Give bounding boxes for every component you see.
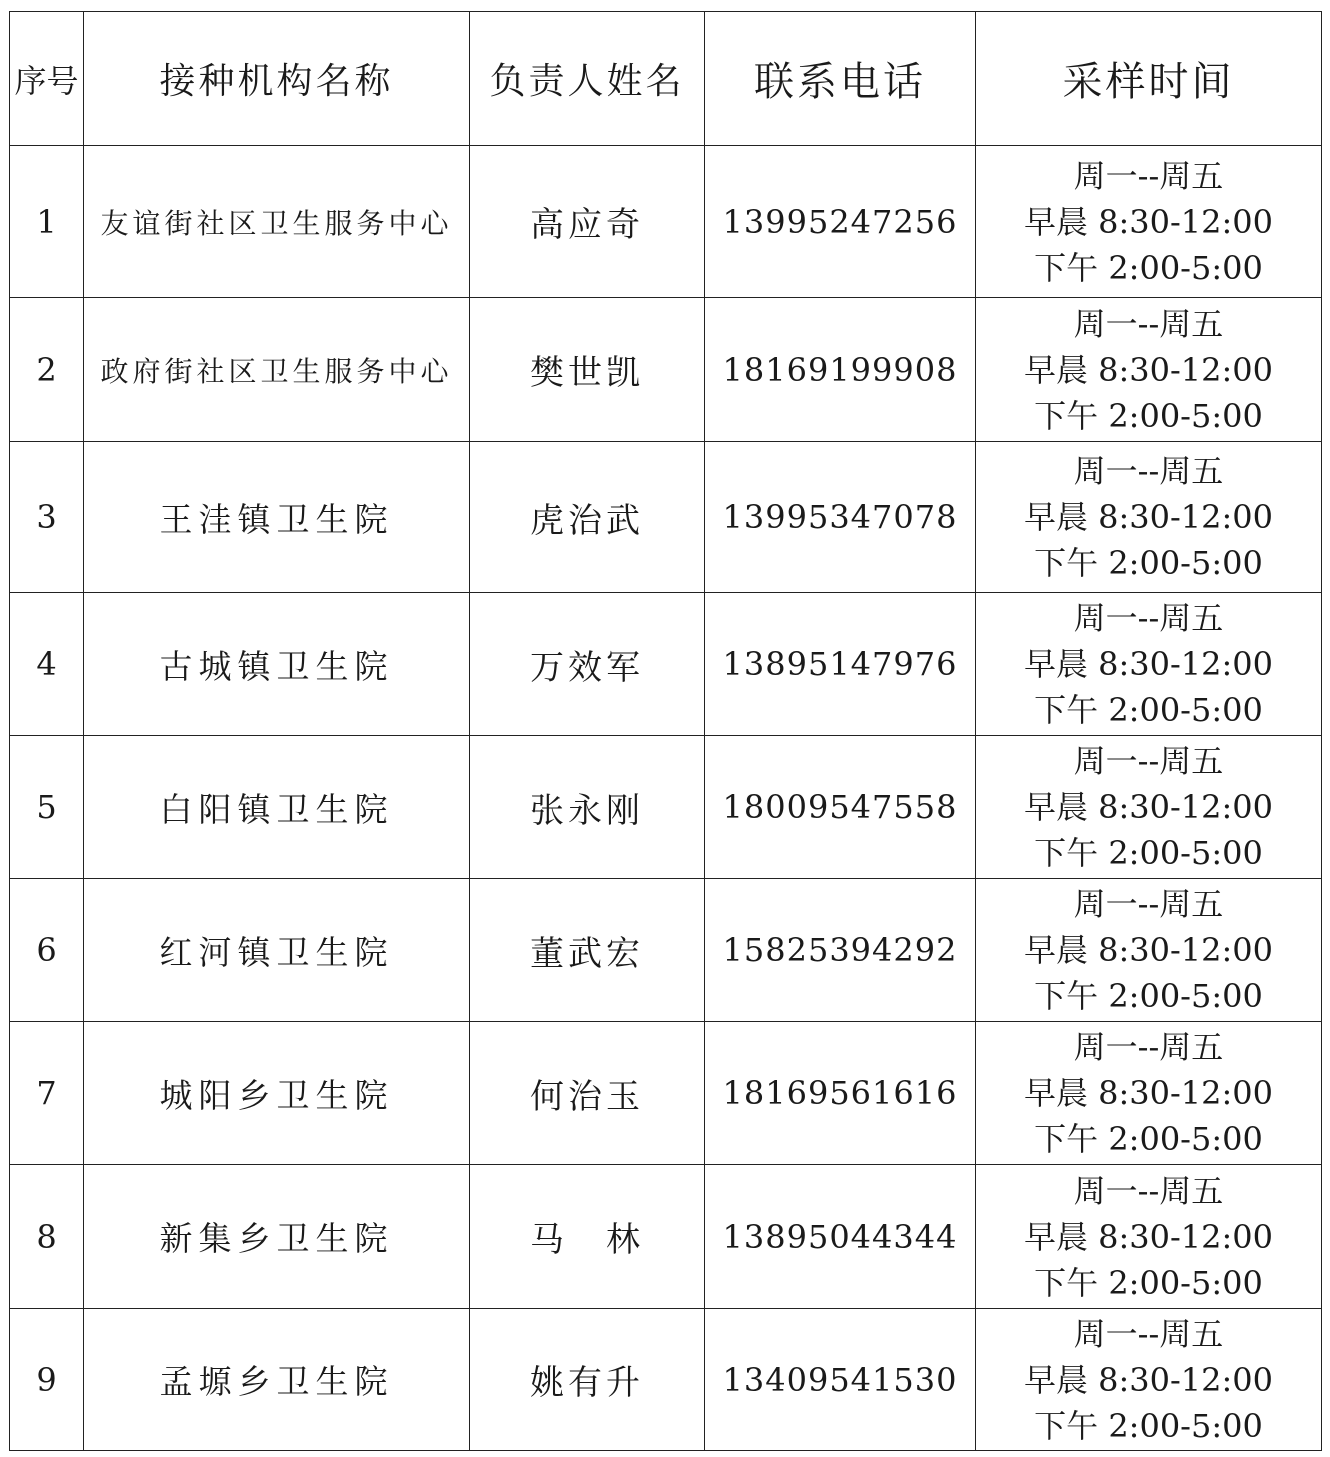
time-morning: 早晨 8:30-12:00 xyxy=(1023,498,1274,536)
cell-no: 2 xyxy=(10,298,84,442)
cell-time xyxy=(976,1165,1322,1309)
table-row xyxy=(10,593,1322,736)
header-row xyxy=(10,12,1322,146)
header-org: 接种机构名称 xyxy=(84,12,470,146)
cell-lead: 何治玉 xyxy=(470,1022,705,1165)
cell-no: 8 xyxy=(10,1165,84,1309)
cell-org: 政府街社区卫生服务中心 xyxy=(84,298,470,442)
cell-org: 白阳镇卫生院 xyxy=(84,736,470,879)
cell-org: 古城镇卫生院 xyxy=(84,593,470,736)
cell-tel: 13895147976 xyxy=(705,593,976,736)
time-days: 周一--周五 xyxy=(1073,452,1224,490)
cell-lead: 樊世凯 xyxy=(470,298,705,442)
cell-no: 1 xyxy=(10,146,84,298)
cell-time xyxy=(976,736,1322,879)
cell-tel: 13895044344 xyxy=(705,1165,976,1309)
table-row xyxy=(10,1022,1322,1165)
time-days: 周一--周五 xyxy=(1073,885,1224,923)
time-days: 周一--周五 xyxy=(1073,1314,1224,1353)
cell-no: 9 xyxy=(10,1309,84,1451)
time-afternoon: 下午 2:00-5:00 xyxy=(1034,691,1263,729)
time-afternoon: 下午 2:00-5:00 xyxy=(1034,977,1263,1015)
time-morning: 早晨 8:30-12:00 xyxy=(1023,788,1274,826)
header-time: 采样时间 xyxy=(976,12,1322,146)
cell-tel: 18169199908 xyxy=(705,298,976,442)
time-morning: 早晨 8:30-12:00 xyxy=(1023,202,1274,241)
header-no: 序号 xyxy=(10,12,84,146)
cell-no: 7 xyxy=(10,1022,84,1165)
cell-lead: 马 林 xyxy=(470,1165,705,1309)
table-row xyxy=(10,1309,1322,1451)
time-afternoon: 下午 2:00-5:00 xyxy=(1034,248,1263,287)
cell-tel: 13995247256 xyxy=(705,146,976,298)
cell-lead: 张永刚 xyxy=(470,736,705,879)
cell-lead: 万效军 xyxy=(470,593,705,736)
time-afternoon: 下午 2:00-5:00 xyxy=(1034,544,1263,582)
table-row xyxy=(10,1165,1322,1309)
time-morning: 早晨 8:30-12:00 xyxy=(1023,350,1274,389)
time-afternoon: 下午 2:00-5:00 xyxy=(1034,1120,1263,1158)
time-days: 周一--周五 xyxy=(1073,156,1224,195)
header-lead: 负责人姓名 xyxy=(470,12,705,146)
cell-time xyxy=(976,879,1322,1022)
cell-tel: 13995347078 xyxy=(705,442,976,593)
cell-lead: 虎治武 xyxy=(470,442,705,593)
table-row xyxy=(10,879,1322,1022)
time-morning: 早晨 8:30-12:00 xyxy=(1023,645,1274,683)
cell-tel: 13409541530 xyxy=(705,1309,976,1451)
cell-time xyxy=(976,1022,1322,1165)
cell-time xyxy=(976,1309,1322,1451)
table-row xyxy=(10,736,1322,879)
table-row xyxy=(10,298,1322,442)
cell-no: 5 xyxy=(10,736,84,879)
cell-org: 红河镇卫生院 xyxy=(84,879,470,1022)
cell-org: 友谊街社区卫生服务中心 xyxy=(84,146,470,298)
cell-org: 新集乡卫生院 xyxy=(84,1165,470,1309)
time-days: 周一--周五 xyxy=(1073,742,1224,780)
cell-no: 4 xyxy=(10,593,84,736)
cell-time xyxy=(976,593,1322,736)
time-afternoon: 下午 2:00-5:00 xyxy=(1034,1263,1263,1302)
time-days: 周一--周五 xyxy=(1073,1171,1224,1210)
cell-no: 6 xyxy=(10,879,84,1022)
cell-time xyxy=(976,298,1322,442)
cell-tel: 15825394292 xyxy=(705,879,976,1022)
time-afternoon: 下午 2:00-5:00 xyxy=(1034,1406,1263,1445)
cell-time xyxy=(976,146,1322,298)
time-morning: 早晨 8:30-12:00 xyxy=(1023,1217,1274,1256)
time-morning: 早晨 8:30-12:00 xyxy=(1023,931,1274,969)
header-tel: 联系电话 xyxy=(705,12,976,146)
table-row xyxy=(10,442,1322,593)
cell-lead: 姚有升 xyxy=(470,1309,705,1451)
time-afternoon: 下午 2:00-5:00 xyxy=(1034,396,1263,435)
time-morning: 早晨 8:30-12:00 xyxy=(1023,1074,1274,1112)
cell-org: 孟塬乡卫生院 xyxy=(84,1309,470,1451)
cell-time xyxy=(976,442,1322,593)
time-afternoon: 下午 2:00-5:00 xyxy=(1034,834,1263,872)
time-days: 周一--周五 xyxy=(1073,304,1224,343)
cell-tel: 18169561616 xyxy=(705,1022,976,1165)
cell-lead: 董武宏 xyxy=(470,879,705,1022)
time-morning: 早晨 8:30-12:00 xyxy=(1023,1360,1274,1399)
cell-org: 城阳乡卫生院 xyxy=(84,1022,470,1165)
time-days: 周一--周五 xyxy=(1073,1028,1224,1066)
cell-lead: 高应奇 xyxy=(470,146,705,298)
cell-no: 3 xyxy=(10,442,84,593)
time-days: 周一--周五 xyxy=(1073,599,1224,637)
cell-org: 王洼镇卫生院 xyxy=(84,442,470,593)
table-row xyxy=(10,146,1322,298)
sampling-schedule-table xyxy=(9,11,1322,1451)
cell-tel: 18009547558 xyxy=(705,736,976,879)
